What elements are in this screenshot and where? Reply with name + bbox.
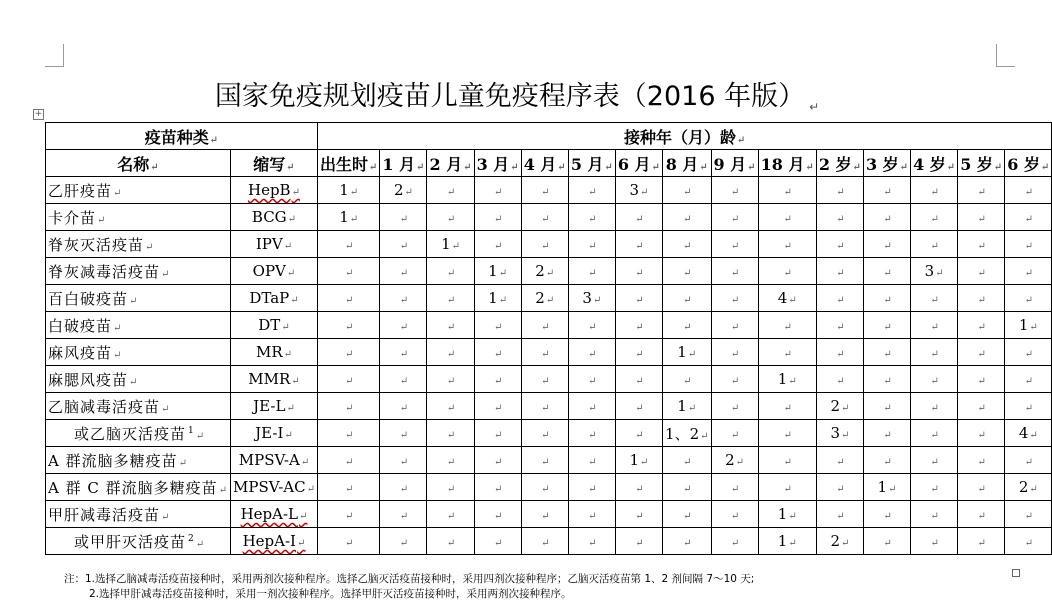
dose-cell: ↵ bbox=[474, 231, 521, 258]
dose-cell: ↵ bbox=[427, 393, 474, 420]
dose-cell: ↵ bbox=[1005, 339, 1052, 366]
dose-cell: ↵ bbox=[816, 447, 863, 474]
dose-cell: 2↵ bbox=[816, 393, 863, 420]
header-vaccine-type: 疫苗种类↵ bbox=[46, 123, 318, 150]
header-age-col: 4 月↵ bbox=[521, 150, 568, 177]
dose-cell: ↵ bbox=[911, 420, 958, 447]
dose-cell: ↵ bbox=[958, 339, 1005, 366]
dose-cell: ↵ bbox=[863, 258, 910, 285]
dose-cell: ↵ bbox=[758, 204, 816, 231]
dose-cell: 1↵ bbox=[863, 474, 910, 501]
dose-cell: ↵ bbox=[758, 339, 816, 366]
header-name: 名称↵ bbox=[46, 150, 231, 177]
header-age-col: 4 岁↵ bbox=[911, 150, 958, 177]
dose-cell: 2↵ bbox=[816, 528, 863, 555]
dose-cell: ↵ bbox=[911, 366, 958, 393]
dose-cell: ↵ bbox=[711, 312, 758, 339]
dose-cell: ↵ bbox=[380, 312, 427, 339]
dose-cell: ↵ bbox=[521, 420, 568, 447]
vaccine-name: 卡介苗↵ bbox=[46, 204, 231, 231]
dose-cell: ↵ bbox=[1005, 393, 1052, 420]
dose-cell: ↵ bbox=[427, 204, 474, 231]
dose-cell: ↵ bbox=[568, 366, 615, 393]
dose-cell: ↵ bbox=[427, 366, 474, 393]
dose-cell: ↵ bbox=[427, 474, 474, 501]
header-age-col: 3 月↵ bbox=[474, 150, 521, 177]
dose-cell: ↵ bbox=[711, 501, 758, 528]
dose-cell: ↵ bbox=[568, 204, 615, 231]
header-age-col: 1 月↵ bbox=[380, 150, 427, 177]
dose-cell: ↵ bbox=[317, 285, 379, 312]
dose-cell: ↵ bbox=[474, 393, 521, 420]
dose-cell: ↵ bbox=[1005, 366, 1052, 393]
vaccine-name: 百白破疫苗↵ bbox=[46, 285, 231, 312]
dose-cell: ↵ bbox=[474, 420, 521, 447]
table-row bbox=[46, 177, 1052, 204]
dose-cell: ↵ bbox=[816, 204, 863, 231]
dose-cell: 3↵ bbox=[615, 177, 662, 204]
dose-cell: ↵ bbox=[317, 339, 379, 366]
dose-cell: 1↵ bbox=[758, 528, 816, 555]
dose-cell: ↵ bbox=[958, 285, 1005, 312]
dose-cell: ↵ bbox=[615, 528, 662, 555]
dose-cell: ↵ bbox=[911, 393, 958, 420]
dose-cell: ↵ bbox=[568, 501, 615, 528]
dose-cell: 1↵ bbox=[663, 339, 711, 366]
dose-cell: ↵ bbox=[521, 177, 568, 204]
dose-cell: ↵ bbox=[911, 474, 958, 501]
dose-cell: ↵ bbox=[958, 474, 1005, 501]
dose-cell: ↵ bbox=[758, 420, 816, 447]
dose-cell: ↵ bbox=[758, 177, 816, 204]
dose-cell: ↵ bbox=[863, 285, 910, 312]
dose-cell: ↵ bbox=[663, 177, 711, 204]
paragraph-mark-icon: ↵ bbox=[809, 100, 820, 114]
dose-cell: ↵ bbox=[816, 474, 863, 501]
header-abbr: 缩写↵ bbox=[231, 150, 318, 177]
vaccine-abbr: DT↵ bbox=[231, 312, 318, 339]
dose-cell: 2↵ bbox=[1005, 474, 1052, 501]
header-age-col: 8 月↵ bbox=[663, 150, 711, 177]
table-row bbox=[46, 204, 1052, 231]
dose-cell: ↵ bbox=[317, 366, 379, 393]
dose-cell: ↵ bbox=[911, 528, 958, 555]
dose-cell: ↵ bbox=[758, 312, 816, 339]
dose-cell: ↵ bbox=[863, 501, 910, 528]
dose-cell: ↵ bbox=[615, 204, 662, 231]
dose-cell: ↵ bbox=[521, 528, 568, 555]
dose-cell: ↵ bbox=[521, 312, 568, 339]
dose-cell: ↵ bbox=[474, 528, 521, 555]
vaccine-name: 白破疫苗↵ bbox=[46, 312, 231, 339]
dose-cell: 1↵ bbox=[317, 204, 379, 231]
header-age: 接种年（月）龄↵ bbox=[317, 123, 1051, 150]
dose-cell: ↵ bbox=[863, 366, 910, 393]
vaccine-name: 麻风疫苗↵ bbox=[46, 339, 231, 366]
table-row bbox=[46, 366, 1052, 393]
vaccine-name: 脊灰灭活疫苗↵ bbox=[46, 231, 231, 258]
dose-cell: ↵ bbox=[1005, 528, 1052, 555]
dose-cell: ↵ bbox=[380, 366, 427, 393]
dose-cell: ↵ bbox=[521, 393, 568, 420]
dose-cell: ↵ bbox=[863, 177, 910, 204]
dose-cell: ↵ bbox=[615, 285, 662, 312]
dose-cell: ↵ bbox=[816, 177, 863, 204]
dose-cell: ↵ bbox=[663, 258, 711, 285]
dose-cell: ↵ bbox=[816, 312, 863, 339]
footnotes bbox=[64, 572, 754, 602]
dose-cell: ↵ bbox=[1005, 231, 1052, 258]
header-age-col: 5 岁↵ bbox=[958, 150, 1005, 177]
dose-cell: ↵ bbox=[911, 285, 958, 312]
vaccine-abbr: MMR↵ bbox=[231, 366, 318, 393]
page-corner-mark-top-right bbox=[996, 44, 1015, 67]
dose-cell: ↵ bbox=[958, 420, 1005, 447]
vaccine-name: 麻腮风疫苗↵ bbox=[46, 366, 231, 393]
document-title bbox=[0, 79, 1034, 115]
vaccine-name: 甲肝减毒活疫苗↵ bbox=[46, 501, 231, 528]
dose-cell: ↵ bbox=[816, 501, 863, 528]
dose-cell: ↵ bbox=[474, 474, 521, 501]
dose-cell: ↵ bbox=[711, 474, 758, 501]
dose-cell: ↵ bbox=[568, 258, 615, 285]
dose-cell: 1、2↵ bbox=[663, 420, 711, 447]
table-row bbox=[46, 339, 1052, 366]
dose-cell: 1↵ bbox=[615, 447, 662, 474]
table-row bbox=[46, 393, 1052, 420]
dose-cell: ↵ bbox=[911, 501, 958, 528]
dose-cell: ↵ bbox=[958, 528, 1005, 555]
dose-cell: ↵ bbox=[911, 204, 958, 231]
dose-cell: ↵ bbox=[911, 312, 958, 339]
table-row bbox=[46, 312, 1052, 339]
dose-cell: ↵ bbox=[521, 339, 568, 366]
vaccine-abbr: OPV↵ bbox=[231, 258, 318, 285]
dose-cell: 1↵ bbox=[427, 231, 474, 258]
dose-cell: ↵ bbox=[663, 204, 711, 231]
dose-cell: ↵ bbox=[380, 447, 427, 474]
dose-cell: 2↵ bbox=[521, 258, 568, 285]
dose-cell: ↵ bbox=[663, 285, 711, 312]
dose-cell: ↵ bbox=[958, 204, 1005, 231]
dose-cell: 2↵ bbox=[711, 447, 758, 474]
dose-cell: ↵ bbox=[663, 231, 711, 258]
dose-cell: ↵ bbox=[1005, 447, 1052, 474]
dose-cell: ↵ bbox=[863, 447, 910, 474]
dose-cell: ↵ bbox=[816, 339, 863, 366]
header-age-col: 3 岁↵ bbox=[863, 150, 910, 177]
vaccine-name: 脊灰减毒活疫苗↵ bbox=[46, 258, 231, 285]
dose-cell: ↵ bbox=[816, 285, 863, 312]
dose-cell: ↵ bbox=[474, 177, 521, 204]
dose-cell: ↵ bbox=[380, 258, 427, 285]
dose-cell: ↵ bbox=[958, 447, 1005, 474]
dose-cell: ↵ bbox=[958, 501, 1005, 528]
header-age-col: 出生时↵ bbox=[317, 150, 379, 177]
dose-cell: ↵ bbox=[911, 447, 958, 474]
dose-cell: ↵ bbox=[474, 312, 521, 339]
dose-cell: ↵ bbox=[711, 528, 758, 555]
dose-cell: ↵ bbox=[758, 258, 816, 285]
dose-cell: ↵ bbox=[863, 312, 910, 339]
table-row bbox=[46, 285, 1052, 312]
dose-cell: ↵ bbox=[427, 339, 474, 366]
dose-cell: ↵ bbox=[816, 231, 863, 258]
vaccine-abbr: MPSV-A↵ bbox=[231, 447, 318, 474]
dose-cell: ↵ bbox=[427, 312, 474, 339]
dose-cell: ↵ bbox=[663, 474, 711, 501]
dose-cell: ↵ bbox=[427, 501, 474, 528]
dose-cell: ↵ bbox=[474, 501, 521, 528]
dose-cell: ↵ bbox=[663, 501, 711, 528]
dose-cell: ↵ bbox=[911, 339, 958, 366]
dose-cell: ↵ bbox=[521, 447, 568, 474]
dose-cell: ↵ bbox=[615, 231, 662, 258]
dose-cell: ↵ bbox=[380, 339, 427, 366]
dose-cell: ↵ bbox=[711, 285, 758, 312]
table-row bbox=[46, 528, 1052, 555]
dose-cell: ↵ bbox=[711, 339, 758, 366]
dose-cell: ↵ bbox=[958, 312, 1005, 339]
page-end-marker bbox=[1012, 569, 1020, 577]
dose-cell: ↵ bbox=[380, 393, 427, 420]
dose-cell: ↵ bbox=[568, 177, 615, 204]
dose-cell: ↵ bbox=[816, 366, 863, 393]
dose-cell: ↵ bbox=[615, 393, 662, 420]
dose-cell: ↵ bbox=[380, 285, 427, 312]
dose-cell: ↵ bbox=[758, 231, 816, 258]
dose-cell: ↵ bbox=[521, 204, 568, 231]
vaccine-name: A 群流脑多糖疫苗↵ bbox=[46, 447, 231, 474]
vaccine-abbr: BCG↵ bbox=[231, 204, 318, 231]
dose-cell: ↵ bbox=[474, 204, 521, 231]
dose-cell: ↵ bbox=[1005, 258, 1052, 285]
vaccine-abbr: DTaP↵ bbox=[231, 285, 318, 312]
dose-cell: 1↵ bbox=[758, 366, 816, 393]
vaccine-name: A 群 C 群流脑多糖疫苗↵ bbox=[46, 474, 231, 501]
dose-cell: ↵ bbox=[663, 366, 711, 393]
dose-cell: ↵ bbox=[568, 447, 615, 474]
dose-cell: ↵ bbox=[568, 528, 615, 555]
dose-cell: ↵ bbox=[317, 474, 379, 501]
dose-cell: ↵ bbox=[663, 447, 711, 474]
header-age-col: 6 岁↵ bbox=[1005, 150, 1052, 177]
dose-cell: ↵ bbox=[317, 528, 379, 555]
dose-cell: ↵ bbox=[427, 285, 474, 312]
dose-cell: ↵ bbox=[911, 231, 958, 258]
dose-cell: ↵ bbox=[863, 231, 910, 258]
dose-cell: 1↵ bbox=[474, 285, 521, 312]
header-row-columns bbox=[46, 150, 1052, 177]
vaccine-abbr: MR↵ bbox=[231, 339, 318, 366]
dose-cell: 3↵ bbox=[911, 258, 958, 285]
dose-cell: ↵ bbox=[317, 447, 379, 474]
dose-cell: 4↵ bbox=[1005, 420, 1052, 447]
dose-cell: ↵ bbox=[427, 420, 474, 447]
vaccine-abbr: IPV↵ bbox=[231, 231, 318, 258]
vaccine-abbr: JE-I↵ bbox=[231, 420, 318, 447]
dose-cell: ↵ bbox=[380, 204, 427, 231]
table-row bbox=[46, 474, 1052, 501]
dose-cell: ↵ bbox=[568, 231, 615, 258]
dose-cell: 2↵ bbox=[380, 177, 427, 204]
header-row-group bbox=[46, 123, 1052, 150]
footnote-2: 2.选择甲肝减毒活疫苗接种时，采用一剂次接种程序。选择甲肝灭活疫苗接种时，采用两剂次接种程序。 bbox=[89, 588, 572, 600]
header-age-col: 6 月↵ bbox=[615, 150, 662, 177]
header-age-col: 2 月↵ bbox=[427, 150, 474, 177]
dose-cell: ↵ bbox=[474, 366, 521, 393]
dose-cell: ↵ bbox=[958, 258, 1005, 285]
dose-cell: ↵ bbox=[758, 447, 816, 474]
dose-cell: ↵ bbox=[380, 474, 427, 501]
vaccine-abbr: HepA-L↵ bbox=[231, 501, 318, 528]
dose-cell: ↵ bbox=[317, 258, 379, 285]
dose-cell: ↵ bbox=[317, 393, 379, 420]
dose-cell: ↵ bbox=[568, 393, 615, 420]
dose-cell: ↵ bbox=[568, 474, 615, 501]
dose-cell: ↵ bbox=[427, 447, 474, 474]
dose-cell: 1↵ bbox=[1005, 312, 1052, 339]
dose-cell: ↵ bbox=[380, 420, 427, 447]
dose-cell: ↵ bbox=[317, 501, 379, 528]
dose-cell: ↵ bbox=[1005, 177, 1052, 204]
dose-cell: 1↵ bbox=[317, 177, 379, 204]
dose-cell: ↵ bbox=[816, 258, 863, 285]
dose-cell: ↵ bbox=[317, 312, 379, 339]
dose-cell: ↵ bbox=[911, 177, 958, 204]
dose-cell: ↵ bbox=[474, 339, 521, 366]
dose-cell: ↵ bbox=[521, 231, 568, 258]
table-row bbox=[46, 231, 1052, 258]
dose-cell: ↵ bbox=[615, 339, 662, 366]
vaccine-abbr: JE-L↵ bbox=[231, 393, 318, 420]
vaccine-name: 或乙脑灭活疫苗 $^1$↵ bbox=[46, 420, 231, 447]
dose-cell: ↵ bbox=[711, 366, 758, 393]
dose-cell: ↵ bbox=[711, 204, 758, 231]
dose-cell: 3↵ bbox=[816, 420, 863, 447]
dose-cell: ↵ bbox=[958, 231, 1005, 258]
vaccine-abbr: HepA-I↵ bbox=[231, 528, 318, 555]
dose-cell: ↵ bbox=[758, 474, 816, 501]
dose-cell: ↵ bbox=[615, 366, 662, 393]
dose-cell: ↵ bbox=[474, 447, 521, 474]
dose-cell: ↵ bbox=[1005, 285, 1052, 312]
dose-cell: ↵ bbox=[380, 528, 427, 555]
dose-cell: ↵ bbox=[711, 258, 758, 285]
dose-cell: ↵ bbox=[317, 420, 379, 447]
dose-cell: ↵ bbox=[568, 420, 615, 447]
page-corner-mark-top-left bbox=[45, 44, 64, 67]
dose-cell: 2↵ bbox=[521, 285, 568, 312]
dose-cell: 1↵ bbox=[758, 501, 816, 528]
dose-cell: ↵ bbox=[958, 177, 1005, 204]
table-row bbox=[46, 258, 1052, 285]
dose-cell: ↵ bbox=[711, 177, 758, 204]
dose-cell: ↵ bbox=[863, 393, 910, 420]
dose-cell: ↵ bbox=[863, 420, 910, 447]
dose-cell: ↵ bbox=[521, 501, 568, 528]
vaccine-name: 或甲肝灭活疫苗 $^2$↵ bbox=[46, 528, 231, 555]
table-move-handle-icon[interactable]: + bbox=[34, 109, 43, 119]
dose-cell: ↵ bbox=[1005, 204, 1052, 231]
table-row bbox=[46, 420, 1052, 447]
header-age-col: 9 月↵ bbox=[711, 150, 758, 177]
dose-cell: 1↵ bbox=[663, 393, 711, 420]
dose-cell: 3↵ bbox=[568, 285, 615, 312]
dose-cell: ↵ bbox=[380, 501, 427, 528]
dose-cell: ↵ bbox=[615, 258, 662, 285]
dose-cell: ↵ bbox=[958, 366, 1005, 393]
dose-cell: ↵ bbox=[1005, 501, 1052, 528]
dose-cell: ↵ bbox=[863, 339, 910, 366]
vaccine-abbr: MPSV-AC↵ bbox=[231, 474, 318, 501]
vaccine-name: 乙脑减毒活疫苗↵ bbox=[46, 393, 231, 420]
dose-cell: ↵ bbox=[615, 312, 662, 339]
dose-cell: ↵ bbox=[615, 420, 662, 447]
title-text: 国家免疫规划疫苗儿童免疫程序表（2016 年版） bbox=[214, 81, 806, 112]
dose-cell: ↵ bbox=[663, 312, 711, 339]
header-age-col: 5 月↵ bbox=[568, 150, 615, 177]
dose-cell: ↵ bbox=[958, 393, 1005, 420]
dose-cell: ↵ bbox=[711, 420, 758, 447]
dose-cell: ↵ bbox=[615, 501, 662, 528]
dose-cell: ↵ bbox=[317, 231, 379, 258]
header-age-col: 2 岁↵ bbox=[816, 150, 863, 177]
dose-cell: ↵ bbox=[615, 474, 662, 501]
footnote-1: 注：1.选择乙脑减毒活疫苗接种时，采用两剂次接种程序。选择乙脑灭活疫苗接种时，采用四剂次接种程序；乙脑灭活疫苗第 1、2 剂间隔 7～10 天; bbox=[64, 573, 755, 585]
dose-cell: ↵ bbox=[380, 231, 427, 258]
header-age-col: 18 月↵ bbox=[758, 150, 816, 177]
table-row bbox=[46, 447, 1052, 474]
dose-cell: ↵ bbox=[711, 393, 758, 420]
dose-cell: ↵ bbox=[663, 528, 711, 555]
dose-cell: ↵ bbox=[427, 528, 474, 555]
vaccine-name: 乙肝疫苗↵ bbox=[46, 177, 231, 204]
dose-cell: ↵ bbox=[711, 231, 758, 258]
dose-cell: ↵ bbox=[521, 366, 568, 393]
dose-cell: ↵ bbox=[427, 177, 474, 204]
vaccine-abbr: HepB↵ bbox=[231, 177, 318, 204]
dose-cell: ↵ bbox=[427, 258, 474, 285]
dose-cell: ↵ bbox=[758, 393, 816, 420]
dose-cell: ↵ bbox=[863, 528, 910, 555]
dose-cell: ↵ bbox=[863, 204, 910, 231]
table-row bbox=[46, 501, 1052, 528]
immunization-schedule-table bbox=[45, 122, 1052, 555]
dose-cell: 1↵ bbox=[474, 258, 521, 285]
dose-cell: 4↵ bbox=[758, 285, 816, 312]
dose-cell: ↵ bbox=[568, 339, 615, 366]
dose-cell: ↵ bbox=[568, 312, 615, 339]
dose-cell: ↵ bbox=[521, 474, 568, 501]
